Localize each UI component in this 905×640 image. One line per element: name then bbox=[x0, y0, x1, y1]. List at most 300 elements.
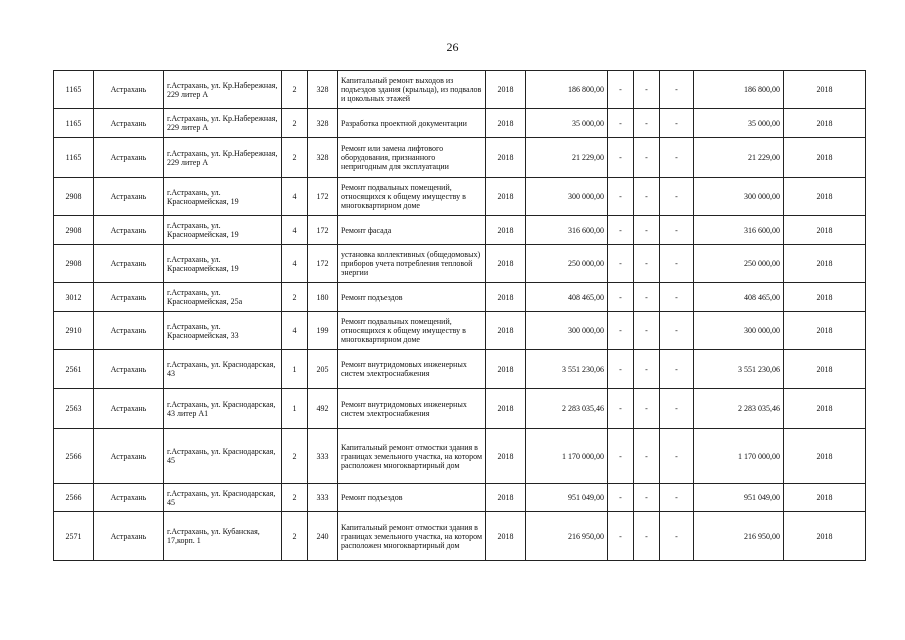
cell-total bbox=[694, 389, 784, 429]
cell-year-text: 2018 bbox=[497, 85, 514, 94]
table-body bbox=[54, 71, 866, 561]
cell-dash-3-text: - bbox=[675, 259, 678, 268]
cell-amount-text: 2 283 035,46 bbox=[562, 404, 604, 413]
cell-work-type-text: Капитальный ремонт выходов из подъездов здания (крыльца), из подвалов и цокольных этажей bbox=[341, 76, 482, 103]
cell-work-type-text: Капитальный ремонт отмостки здания в границах земельного участка, на котором расположен многоквартирный дом bbox=[341, 522, 482, 550]
cell-floors bbox=[282, 216, 308, 245]
cell-city-text: Астрахань bbox=[110, 531, 147, 541]
cell-floors-text: 2 bbox=[292, 292, 297, 302]
cell-year-completion-text: 2018 bbox=[816, 404, 833, 413]
cell-year-text: 2018 bbox=[497, 531, 514, 541]
cell-dash-1-text: - bbox=[619, 364, 622, 374]
cell-amount-text: 250 000,00 bbox=[568, 259, 604, 268]
cell-house-id-text: 1165 bbox=[65, 85, 82, 94]
cell-area-text: 172 bbox=[316, 225, 329, 235]
cell-address-text: г.Астрахань, ул. Краснодарская, 45 bbox=[167, 447, 276, 465]
cell-dash-1 bbox=[608, 109, 634, 138]
cell-house-id bbox=[54, 109, 94, 138]
cell-floors bbox=[282, 350, 308, 389]
table-row bbox=[54, 389, 866, 429]
cell-work-type bbox=[338, 389, 486, 429]
cell-area bbox=[308, 484, 338, 512]
cell-year-completion bbox=[784, 138, 866, 178]
cell-dash-2 bbox=[634, 312, 660, 350]
cell-year-completion bbox=[784, 512, 866, 561]
cell-year-completion-text: 2018 bbox=[816, 259, 833, 268]
cell-dash-2 bbox=[634, 178, 660, 216]
cell-dash-3 bbox=[660, 71, 694, 109]
cell-house-id bbox=[54, 138, 94, 178]
cell-floors-text: 1 bbox=[292, 404, 297, 413]
cell-work-type bbox=[338, 283, 486, 312]
cell-city-text: Астрахань bbox=[110, 364, 147, 374]
cell-dash-1 bbox=[608, 512, 634, 561]
cell-year-completion bbox=[784, 389, 866, 429]
cell-dash-2 bbox=[634, 138, 660, 178]
cell-year-text: 2018 bbox=[497, 259, 514, 268]
cell-floors bbox=[282, 71, 308, 109]
page-number: 26 bbox=[446, 40, 459, 54]
cell-dash-2 bbox=[634, 389, 660, 429]
cell-dash-2 bbox=[634, 109, 660, 138]
cell-amount-text: 951 049,00 bbox=[568, 493, 604, 502]
cell-work-type-text: Ремонт или замена лифтового оборудования, признанного непригодным для эксплуатации bbox=[341, 144, 449, 171]
cell-city bbox=[94, 109, 164, 138]
cell-address-text: г.Астрахань, ул. Кр.Набережная, 229 литер А bbox=[167, 80, 278, 99]
cell-dash-3-text: - bbox=[675, 364, 678, 374]
cell-city bbox=[94, 484, 164, 512]
cell-amount-text: 21 229,00 bbox=[572, 153, 604, 162]
cell-city-text: Астрахань bbox=[110, 404, 147, 413]
cell-house-id-text: 2908 bbox=[65, 259, 82, 268]
cell-area-text: 172 bbox=[316, 192, 329, 201]
cell-year-text: 2018 bbox=[497, 192, 514, 201]
cell-address-text: г.Астрахань, ул. Красноармейская, 33 bbox=[167, 321, 239, 340]
cell-area-text: 492 bbox=[316, 404, 329, 413]
cell-address bbox=[164, 216, 282, 245]
cell-city bbox=[94, 283, 164, 312]
cell-area bbox=[308, 216, 338, 245]
cell-city-text: Астрахань bbox=[110, 192, 147, 201]
cell-floors-text: 4 bbox=[292, 259, 297, 268]
cell-total bbox=[694, 512, 784, 561]
table-row bbox=[54, 216, 866, 245]
cell-amount bbox=[526, 283, 608, 312]
cell-address bbox=[164, 484, 282, 512]
cell-year-text: 2018 bbox=[497, 404, 514, 413]
cell-dash-3 bbox=[660, 389, 694, 429]
cell-year-completion-text: 2018 bbox=[816, 153, 833, 162]
cell-dash-1 bbox=[608, 216, 634, 245]
cell-dash-1 bbox=[608, 389, 634, 429]
cell-total bbox=[694, 216, 784, 245]
cell-house-id bbox=[54, 350, 94, 389]
cell-total-text: 1 170 000,00 bbox=[738, 451, 780, 461]
cell-year-completion bbox=[784, 178, 866, 216]
cell-dash-2-text: - bbox=[645, 364, 648, 374]
cell-floors bbox=[282, 484, 308, 512]
cell-dash-1 bbox=[608, 350, 634, 389]
cell-dash-2-text: - bbox=[645, 85, 648, 94]
cell-address-text: г.Астрахань, ул. Красноармейская, 19 bbox=[167, 254, 239, 273]
cell-area-text: 199 bbox=[316, 326, 329, 335]
cell-dash-3-text: - bbox=[675, 85, 678, 94]
cell-floors-text: 2 bbox=[292, 531, 297, 541]
cell-dash-1-text: - bbox=[619, 118, 622, 128]
cell-total bbox=[694, 429, 784, 484]
cell-dash-2-text: - bbox=[645, 118, 648, 128]
cell-dash-3 bbox=[660, 350, 694, 389]
cell-area bbox=[308, 109, 338, 138]
cell-year-text: 2018 bbox=[497, 225, 514, 235]
table-row bbox=[54, 71, 866, 109]
cell-total bbox=[694, 283, 784, 312]
cell-address bbox=[164, 512, 282, 561]
cell-address bbox=[164, 312, 282, 350]
table-row bbox=[54, 429, 866, 484]
cell-year-text: 2018 bbox=[497, 493, 514, 502]
repair-register-table bbox=[53, 70, 866, 561]
cell-dash-1 bbox=[608, 429, 634, 484]
cell-area bbox=[308, 283, 338, 312]
cell-total bbox=[694, 350, 784, 389]
cell-year bbox=[486, 138, 526, 178]
cell-year bbox=[486, 178, 526, 216]
cell-year bbox=[486, 484, 526, 512]
cell-work-type bbox=[338, 109, 486, 138]
cell-address-text: г.Астрахань, ул. Кр.Набережная, 229 литер А bbox=[167, 148, 278, 167]
cell-work-type bbox=[338, 138, 486, 178]
cell-dash-1 bbox=[608, 283, 634, 312]
cell-dash-2-text: - bbox=[645, 531, 648, 541]
cell-dash-2 bbox=[634, 484, 660, 512]
cell-year-completion bbox=[784, 312, 866, 350]
cell-house-id bbox=[54, 283, 94, 312]
cell-address-text: г.Астрахань, ул. Кубанская, 17,корп. 1 bbox=[167, 527, 260, 545]
cell-dash-2-text: - bbox=[645, 153, 648, 162]
cell-total-text: 216 950,00 bbox=[744, 531, 780, 541]
cell-house-id bbox=[54, 216, 94, 245]
cell-amount bbox=[526, 71, 608, 109]
cell-work-type-text: Разработка проектной документации bbox=[341, 118, 467, 128]
cell-floors bbox=[282, 389, 308, 429]
cell-year bbox=[486, 109, 526, 138]
cell-dash-1 bbox=[608, 138, 634, 178]
cell-dash-2-text: - bbox=[645, 259, 648, 268]
cell-work-type-text: Ремонт подвальных помещений, относящихся к общему имуществу в многоквартирном доме bbox=[341, 317, 466, 344]
cell-area-text: 328 bbox=[316, 118, 329, 128]
cell-total-text: 316 600,00 bbox=[744, 225, 780, 235]
cell-area-text: 172 bbox=[316, 259, 329, 268]
cell-city-text: Астрахань bbox=[110, 259, 147, 268]
cell-address bbox=[164, 283, 282, 312]
cell-dash-2 bbox=[634, 429, 660, 484]
table-row bbox=[54, 178, 866, 216]
cell-amount bbox=[526, 138, 608, 178]
cell-house-id bbox=[54, 512, 94, 561]
cell-total-text: 300 000,00 bbox=[744, 326, 780, 335]
cell-year-completion-text: 2018 bbox=[816, 493, 833, 502]
cell-address-text: г.Астрахань, ул. Краснодарская, 43 bbox=[167, 360, 276, 378]
cell-year bbox=[486, 389, 526, 429]
cell-floors bbox=[282, 283, 308, 312]
cell-address-text: г.Астрахань, ул. Краснодарская, 45 bbox=[167, 488, 276, 507]
cell-year-text: 2018 bbox=[497, 292, 514, 302]
cell-work-type bbox=[338, 484, 486, 512]
cell-dash-3 bbox=[660, 429, 694, 484]
cell-year bbox=[486, 429, 526, 484]
cell-total-text: 21 229,00 bbox=[748, 153, 780, 162]
cell-year-text: 2018 bbox=[497, 153, 514, 162]
cell-dash-2-text: - bbox=[645, 192, 648, 201]
cell-house-id bbox=[54, 429, 94, 484]
cell-total bbox=[694, 138, 784, 178]
cell-year-text: 2018 bbox=[497, 326, 514, 335]
cell-work-type-text: Ремонт фасада bbox=[341, 225, 392, 235]
cell-city bbox=[94, 312, 164, 350]
cell-work-type bbox=[338, 216, 486, 245]
cell-area bbox=[308, 138, 338, 178]
cell-house-id-text: 1165 bbox=[65, 153, 82, 162]
cell-dash-3 bbox=[660, 216, 694, 245]
cell-city bbox=[94, 138, 164, 178]
cell-floors bbox=[282, 178, 308, 216]
cell-floors-text: 2 bbox=[292, 85, 297, 94]
cell-amount-text: 316 600,00 bbox=[568, 225, 604, 235]
cell-amount-text: 35 000,00 bbox=[572, 118, 604, 128]
cell-house-id-text: 2571 bbox=[65, 531, 82, 541]
cell-dash-1 bbox=[608, 71, 634, 109]
cell-year-completion bbox=[784, 216, 866, 245]
cell-dash-1-text: - bbox=[619, 192, 622, 201]
cell-house-id-text: 2566 bbox=[65, 451, 82, 461]
cell-city-text: Астрахань bbox=[110, 451, 147, 461]
cell-dash-2 bbox=[634, 512, 660, 561]
cell-dash-3-text: - bbox=[675, 451, 678, 461]
cell-dash-2-text: - bbox=[645, 404, 648, 413]
cell-amount bbox=[526, 109, 608, 138]
cell-dash-3-text: - bbox=[675, 326, 678, 335]
cell-work-type-text: Капитальный ремонт отмостки здания в границах земельного участка, на котором расположен многоквартирный дом bbox=[341, 442, 482, 470]
cell-year-completion-text: 2018 bbox=[816, 451, 833, 461]
table-row bbox=[54, 283, 866, 312]
cell-dash-1-text: - bbox=[619, 85, 622, 94]
cell-work-type-text: Ремонт подъездов bbox=[341, 493, 403, 502]
cell-work-type bbox=[338, 512, 486, 561]
cell-dash-3 bbox=[660, 138, 694, 178]
cell-work-type-text: Ремонт подвальных помещений, относящихся к общему имуществу в многоквартирном доме bbox=[341, 183, 466, 210]
cell-area-text: 333 bbox=[316, 451, 329, 461]
cell-dash-2-text: - bbox=[645, 451, 648, 461]
cell-dash-3-text: - bbox=[675, 292, 678, 302]
cell-dash-1-text: - bbox=[619, 404, 622, 413]
cell-amount bbox=[526, 245, 608, 283]
table-row bbox=[54, 350, 866, 389]
cell-dash-1-text: - bbox=[619, 451, 622, 461]
cell-year-completion-text: 2018 bbox=[816, 225, 833, 235]
cell-dash-2 bbox=[634, 71, 660, 109]
cell-house-id-text: 3012 bbox=[65, 292, 82, 302]
cell-address bbox=[164, 71, 282, 109]
cell-dash-1 bbox=[608, 245, 634, 283]
cell-area-text: 180 bbox=[316, 292, 329, 302]
cell-house-id-text: 2908 bbox=[65, 225, 82, 235]
cell-city-text: Астрахань bbox=[110, 292, 147, 302]
cell-work-type bbox=[338, 245, 486, 283]
cell-floors bbox=[282, 138, 308, 178]
cell-address-text: г.Астрахань, ул. Красноармейская, 19 bbox=[167, 187, 239, 206]
cell-floors-text: 2 bbox=[292, 493, 297, 502]
cell-year-text: 2018 bbox=[497, 451, 514, 461]
cell-year-completion bbox=[784, 283, 866, 312]
cell-amount bbox=[526, 389, 608, 429]
cell-year-completion-text: 2018 bbox=[816, 292, 833, 302]
cell-floors bbox=[282, 512, 308, 561]
cell-house-id-text: 2566 bbox=[65, 493, 82, 502]
cell-address bbox=[164, 138, 282, 178]
cell-work-type-text: Ремонт внутридомовых инженерных систем электроснабжения bbox=[341, 399, 467, 418]
cell-dash-3 bbox=[660, 512, 694, 561]
cell-city bbox=[94, 429, 164, 484]
table-row bbox=[54, 512, 866, 561]
cell-amount-text: 216 950,00 bbox=[568, 531, 604, 541]
cell-area bbox=[308, 245, 338, 283]
cell-dash-3-text: - bbox=[675, 225, 678, 235]
cell-year-completion-text: 2018 bbox=[816, 118, 833, 128]
cell-year-completion-text: 2018 bbox=[816, 326, 833, 335]
cell-dash-3-text: - bbox=[675, 493, 678, 502]
cell-work-type bbox=[338, 312, 486, 350]
cell-house-id bbox=[54, 245, 94, 283]
cell-area bbox=[308, 312, 338, 350]
cell-amount bbox=[526, 312, 608, 350]
cell-total-text: 186 800,00 bbox=[744, 85, 780, 94]
cell-year bbox=[486, 245, 526, 283]
cell-amount-text: 1 170 000,00 bbox=[562, 451, 604, 461]
cell-year-completion-text: 2018 bbox=[816, 364, 833, 374]
cell-amount bbox=[526, 484, 608, 512]
cell-dash-1-text: - bbox=[619, 326, 622, 335]
cell-city bbox=[94, 216, 164, 245]
cell-floors-text: 1 bbox=[292, 364, 297, 374]
cell-house-id-text: 1165 bbox=[65, 118, 82, 128]
cell-dash-1 bbox=[608, 484, 634, 512]
cell-house-id-text: 2908 bbox=[65, 192, 82, 201]
cell-dash-3 bbox=[660, 245, 694, 283]
cell-area-text: 328 bbox=[316, 85, 329, 94]
cell-area-text: 240 bbox=[316, 531, 329, 541]
cell-address bbox=[164, 429, 282, 484]
cell-area bbox=[308, 178, 338, 216]
cell-dash-3 bbox=[660, 312, 694, 350]
cell-address-text: г.Астрахань, ул. Красноармейская, 19 bbox=[167, 221, 239, 239]
cell-city bbox=[94, 71, 164, 109]
cell-floors bbox=[282, 245, 308, 283]
cell-year bbox=[486, 216, 526, 245]
cell-total bbox=[694, 109, 784, 138]
table-row bbox=[54, 138, 866, 178]
cell-address-text: г.Астрахань, ул. Кр.Набережная, 229 литер А bbox=[167, 114, 278, 132]
cell-amount-text: 300 000,00 bbox=[568, 192, 604, 201]
cell-dash-1 bbox=[608, 178, 634, 216]
cell-dash-2-text: - bbox=[645, 292, 648, 302]
cell-work-type bbox=[338, 71, 486, 109]
cell-area-text: 205 bbox=[316, 364, 329, 374]
cell-amount bbox=[526, 350, 608, 389]
cell-house-id-text: 2563 bbox=[65, 404, 82, 413]
cell-address-text: г.Астрахань, ул. Красноармейская, 25а bbox=[167, 288, 243, 306]
cell-dash-1-text: - bbox=[619, 153, 622, 162]
cell-amount bbox=[526, 216, 608, 245]
cell-dash-3 bbox=[660, 109, 694, 138]
cell-year-text: 2018 bbox=[497, 364, 514, 374]
cell-year-completion bbox=[784, 109, 866, 138]
cell-total bbox=[694, 245, 784, 283]
cell-total-text: 250 000,00 bbox=[744, 259, 780, 268]
cell-total bbox=[694, 312, 784, 350]
cell-work-type bbox=[338, 429, 486, 484]
cell-city-text: Астрахань bbox=[110, 326, 147, 335]
cell-total-text: 3 551 230,06 bbox=[738, 364, 780, 374]
cell-floors-text: 2 bbox=[292, 153, 297, 162]
cell-dash-1-text: - bbox=[619, 225, 622, 235]
cell-dash-3-text: - bbox=[675, 531, 678, 541]
table-row bbox=[54, 312, 866, 350]
cell-dash-1-text: - bbox=[619, 493, 622, 502]
cell-dash-1 bbox=[608, 312, 634, 350]
cell-area bbox=[308, 512, 338, 561]
cell-floors bbox=[282, 109, 308, 138]
cell-house-id bbox=[54, 312, 94, 350]
cell-amount-text: 408 465,00 bbox=[568, 292, 604, 302]
cell-dash-3-text: - bbox=[675, 404, 678, 413]
cell-year-completion bbox=[784, 71, 866, 109]
cell-floors-text: 4 bbox=[292, 326, 297, 335]
cell-total bbox=[694, 178, 784, 216]
cell-city bbox=[94, 178, 164, 216]
cell-year-completion-text: 2018 bbox=[816, 192, 833, 201]
cell-work-type-text: Ремонт подъездов bbox=[341, 292, 403, 302]
cell-area bbox=[308, 429, 338, 484]
cell-year-completion bbox=[784, 350, 866, 389]
cell-year-completion bbox=[784, 429, 866, 484]
cell-dash-3 bbox=[660, 283, 694, 312]
cell-amount-text: 186 800,00 bbox=[568, 85, 604, 94]
cell-floors-text: 4 bbox=[292, 192, 297, 201]
cell-city bbox=[94, 245, 164, 283]
cell-floors-text: 4 bbox=[292, 225, 297, 235]
cell-dash-1-text: - bbox=[619, 531, 622, 541]
cell-dash-3-text: - bbox=[675, 153, 678, 162]
table-row bbox=[54, 245, 866, 283]
cell-city bbox=[94, 350, 164, 389]
cell-work-type-text: установка коллективных (общедомовых) приборов учета потребления тепловой энергии bbox=[341, 250, 481, 277]
cell-city-text: Астрахань bbox=[110, 85, 147, 94]
cell-floors-text: 2 bbox=[292, 451, 297, 461]
cell-house-id bbox=[54, 389, 94, 429]
cell-area bbox=[308, 350, 338, 389]
cell-area-text: 328 bbox=[316, 153, 329, 162]
cell-address-text: г.Астрахань, ул. Краснодарская, 43 литер А1 bbox=[167, 399, 276, 418]
cell-dash-3-text: - bbox=[675, 118, 678, 128]
cell-total bbox=[694, 484, 784, 512]
cell-dash-1-text: - bbox=[619, 259, 622, 268]
cell-year-text: 2018 bbox=[497, 118, 514, 128]
cell-floors-text: 2 bbox=[292, 118, 297, 128]
cell-city-text: Астрахань bbox=[110, 153, 147, 162]
cell-dash-1-text: - bbox=[619, 292, 622, 302]
cell-year bbox=[486, 71, 526, 109]
